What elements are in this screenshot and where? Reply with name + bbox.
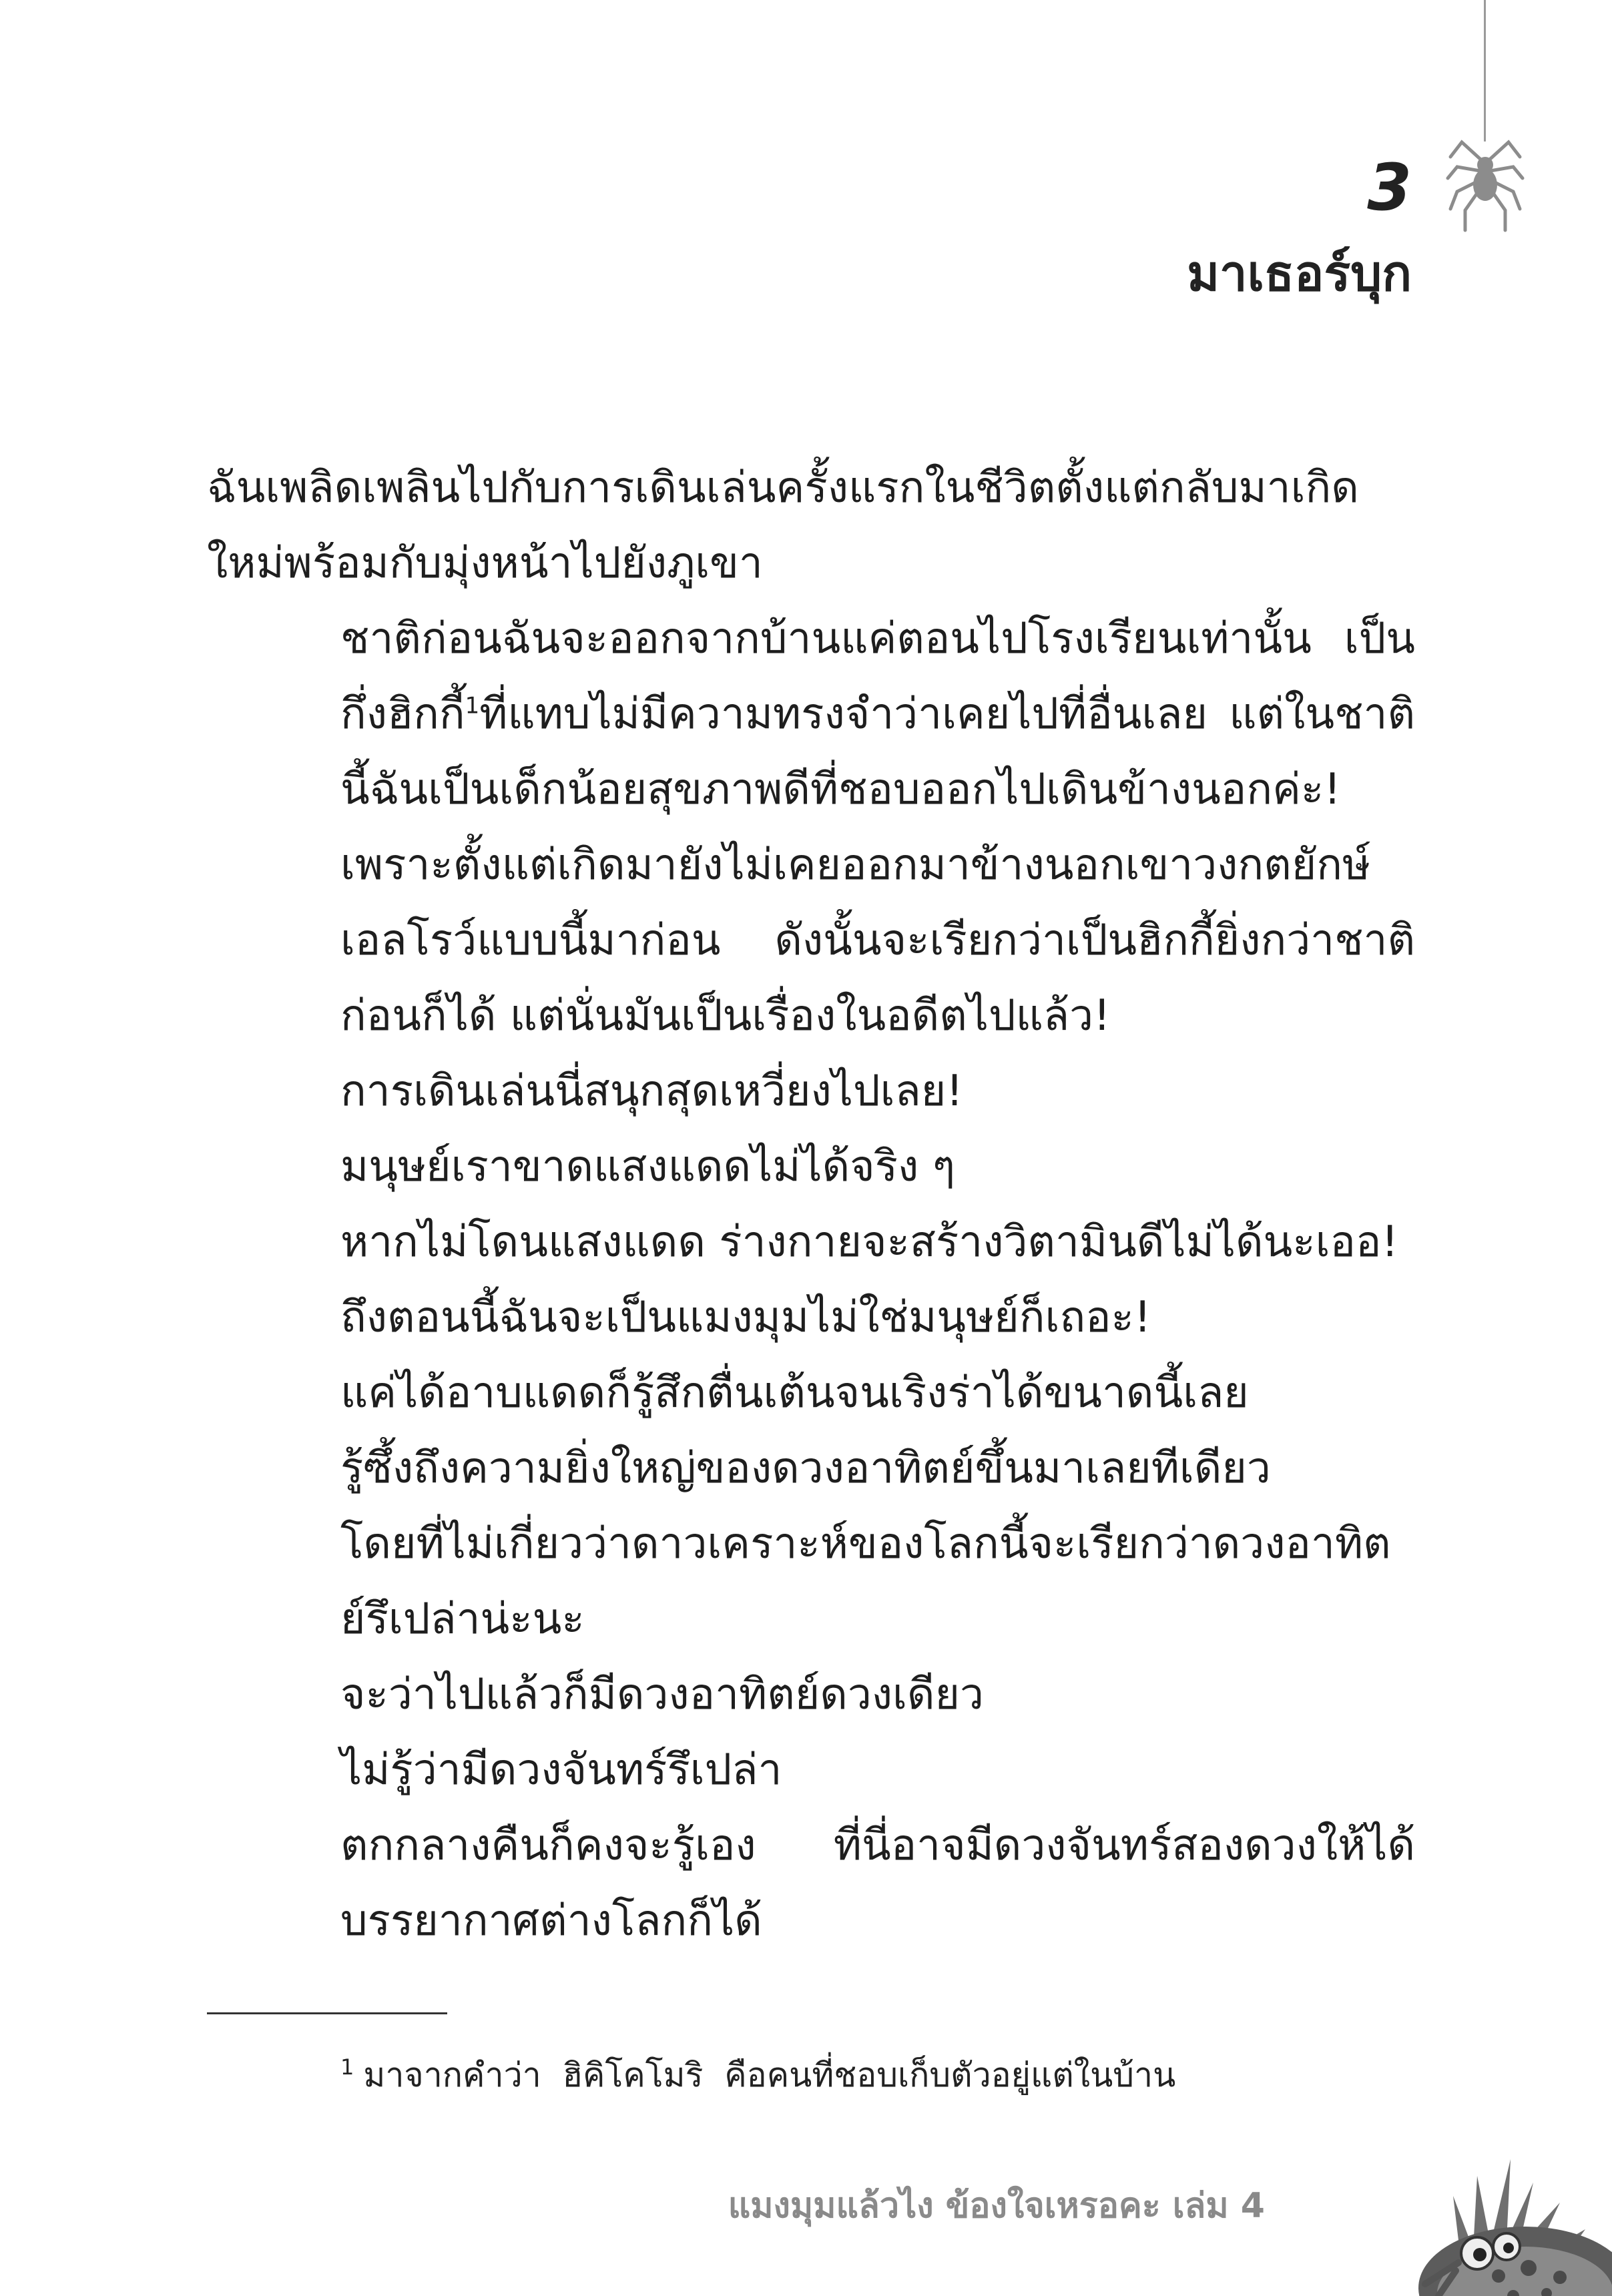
paragraph: หากไม่โดนแสงแดด ร่างกายจะสร้างวิตามินดีไม่ได้นะเออ!	[340, 1217, 1399, 1267]
paragraph: ตกกลางคืนก็คงจะรู้เอง ที่นี่อาจมีดวงจันทร์สองดวงให้ได้บรรยากาศต่างโลกก็ได้	[340, 1821, 1415, 1946]
paragraph: ฉันเพลิดเพลินไปกับการเดินเล่นครั้งแรกในชีวิตตั้งแต่กลับมาเกิดใหม่พร้อมกับมุ่งหน้าไปยังภูเขา	[207, 463, 1359, 588]
running-footer-title: แมงมุมแล้วไง ข้องใจเหรอคะ เล่ม 4	[728, 2186, 1265, 2226]
spider-mascot-illustration	[1298, 2096, 1612, 2296]
paragraph: จะว่าไปแล้วก็มีดวงอาทิตย์ดวงเดียว	[340, 1670, 984, 1719]
paragraph-text: ที่แทบไม่มีความทรงจำว่าเคยไปที่อื่นเลย แต่ในชาตินี้ฉันเป็นเด็กน้อยสุขภาพดีที่ชอบออกไปเดินข้างนอกค่ะ!	[340, 689, 1415, 814]
footnote-reference: 1	[465, 692, 480, 720]
paragraph: การเดินเล่นนี่สนุกสุดเหวี่ยงไปเลย!	[340, 1067, 963, 1116]
hanging-spider-icon	[1445, 137, 1525, 237]
paragraph: มนุษย์เราขาดแสงแดดไม่ได้จริง ๆ	[340, 1142, 955, 1191]
body-text	[207, 451, 1415, 1959]
footnote	[340, 2049, 1175, 2102]
paragraph: ถึงตอนนี้ฉันจะเป็นแมงมุมไม่ใช่มนุษย์ก็เถอะ!	[340, 1293, 1151, 1342]
chapter-number: 3	[1367, 150, 1412, 225]
footnote-divider	[207, 2012, 447, 2014]
chapter-title: มาเธอร์บุก	[1187, 245, 1412, 302]
paragraph-text: ชาติก่อนฉันจะออกจากบ้านแค่ตอนไปโรงเรียนเท่านั้น เป็นกึ่งฮิกกี้	[340, 614, 1415, 739]
paragraph: ไม่รู้ว่ามีดวงจันทร์รึเปล่า	[340, 1745, 782, 1795]
paragraph	[207, 601, 1415, 828]
paragraph: โดยที่ไม่เกี่ยวว่าดาวเคราะห์ของโลกนี้จะเรียกว่าดวงอาทิตย์รึเปล่าน่ะนะ	[340, 1519, 1391, 1644]
spider-thread	[1484, 0, 1486, 141]
paragraph: แค่ได้อาบแดดก็รู้สึกตื่นเต้นจนเริงร่าได้ขนาดนี้เลย	[340, 1368, 1249, 1418]
paragraph: รู้ซึ้งถึงความยิ่งใหญ่ของดวงอาทิตย์ขึ้นมาเลยทีเดียว	[340, 1444, 1271, 1493]
paragraph: เพราะตั้งแต่เกิดมายังไม่เคยออกมาข้างนอกเขาวงกตยักษ์เอลโรว์แบบนี้มาก่อน ดังนั้นจะเรียกว่าเป็นฮิกกี้ยิ่งกว่าชาติก่อนก็ได้ แต่นั่นมันเป็นเรื่องในอดีตไปแล้ว!	[340, 840, 1415, 1041]
footnote-text: มาจากคำว่า ฮิคิโคโมริ คือคนที่ชอบเก็บตัวอยู่แต่ในบ้าน	[363, 2056, 1176, 2094]
footnote-mark: 1	[340, 2054, 354, 2080]
